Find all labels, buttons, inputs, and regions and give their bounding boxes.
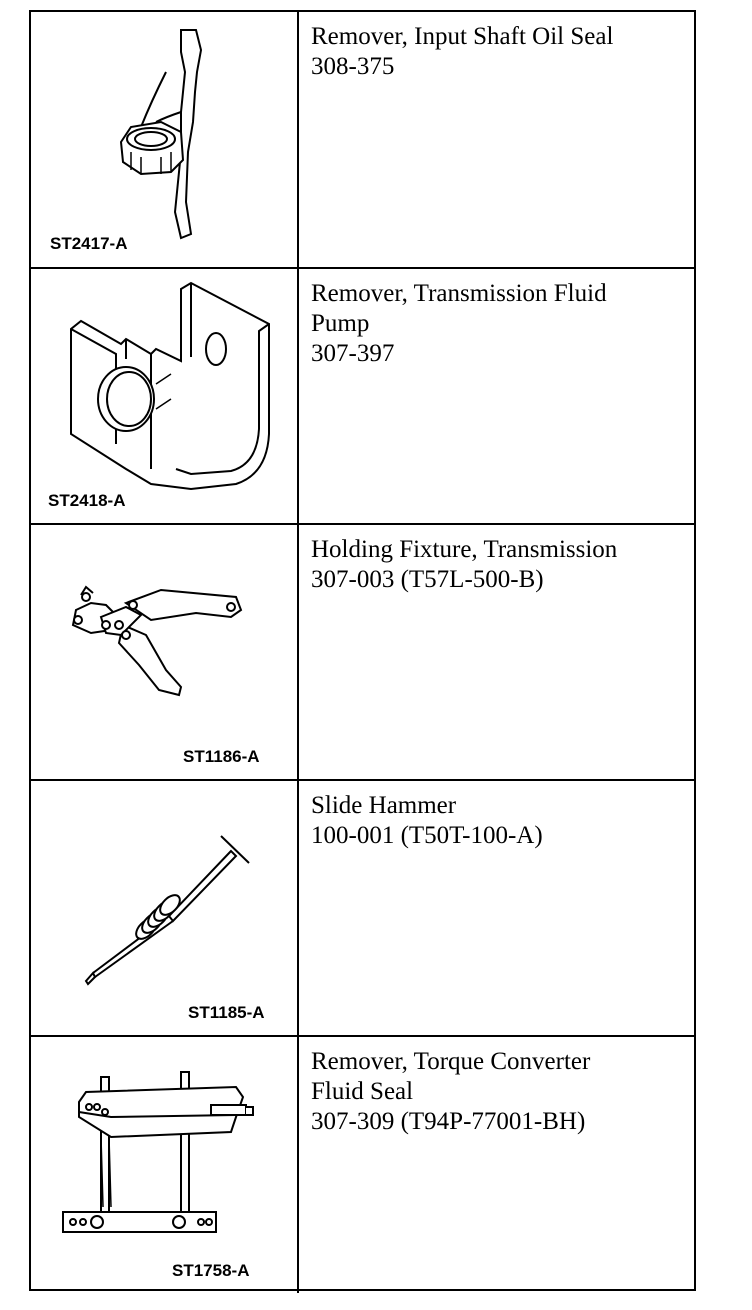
- description-line: Remover, Transmission Fluid: [311, 280, 607, 307]
- tool-description: [311, 1047, 691, 1137]
- description-line: Pump: [311, 310, 370, 337]
- description-line: 308-375: [311, 53, 395, 80]
- description-line: Slide Hammer: [311, 792, 457, 819]
- description-line: 307-003 (T57L-500-B): [311, 566, 544, 593]
- table-row: [31, 269, 694, 525]
- seal-remover-illustration: [31, 12, 297, 267]
- special-tools-table: [29, 10, 696, 1291]
- table-row: [31, 1037, 694, 1293]
- figure-code: ST2418-A: [48, 491, 126, 510]
- tool-illustration-cell: [31, 781, 299, 1035]
- pump-remover-illustration: [31, 269, 297, 523]
- description-line: Remover, Torque Converter: [311, 1048, 591, 1075]
- tool-description: [311, 279, 691, 369]
- tool-description: [311, 535, 691, 595]
- description-line: 307-397: [311, 340, 395, 367]
- figure-code: ST2417-A: [50, 234, 128, 253]
- description-line: Remover, Input Shaft Oil Seal: [311, 23, 614, 50]
- figure-code: ST1186-A: [183, 747, 260, 766]
- figure-code: ST1758-A: [172, 1261, 250, 1280]
- seal-remover-fixture-illustration: [31, 1037, 297, 1291]
- description-line: Holding Fixture, Transmission: [311, 536, 618, 563]
- holding-fixture-illustration: [31, 525, 297, 779]
- tool-description: [311, 22, 691, 82]
- tool-illustration-cell: [31, 269, 299, 523]
- tool-illustration-cell: [31, 525, 299, 779]
- description-line: 100-001 (T50T-100-A): [311, 822, 543, 849]
- tool-illustration-cell: [31, 12, 299, 267]
- table-row: [31, 525, 694, 781]
- figure-code: ST1185-A: [188, 1003, 265, 1022]
- tool-description: [311, 791, 691, 851]
- description-line: 307-309 (T94P-77001-BH): [311, 1108, 586, 1135]
- tool-illustration-cell: [31, 1037, 299, 1293]
- slide-hammer-illustration: [31, 781, 297, 1035]
- description-line: Fluid Seal: [311, 1078, 414, 1105]
- table-row: [31, 12, 694, 269]
- table-row: [31, 781, 694, 1037]
